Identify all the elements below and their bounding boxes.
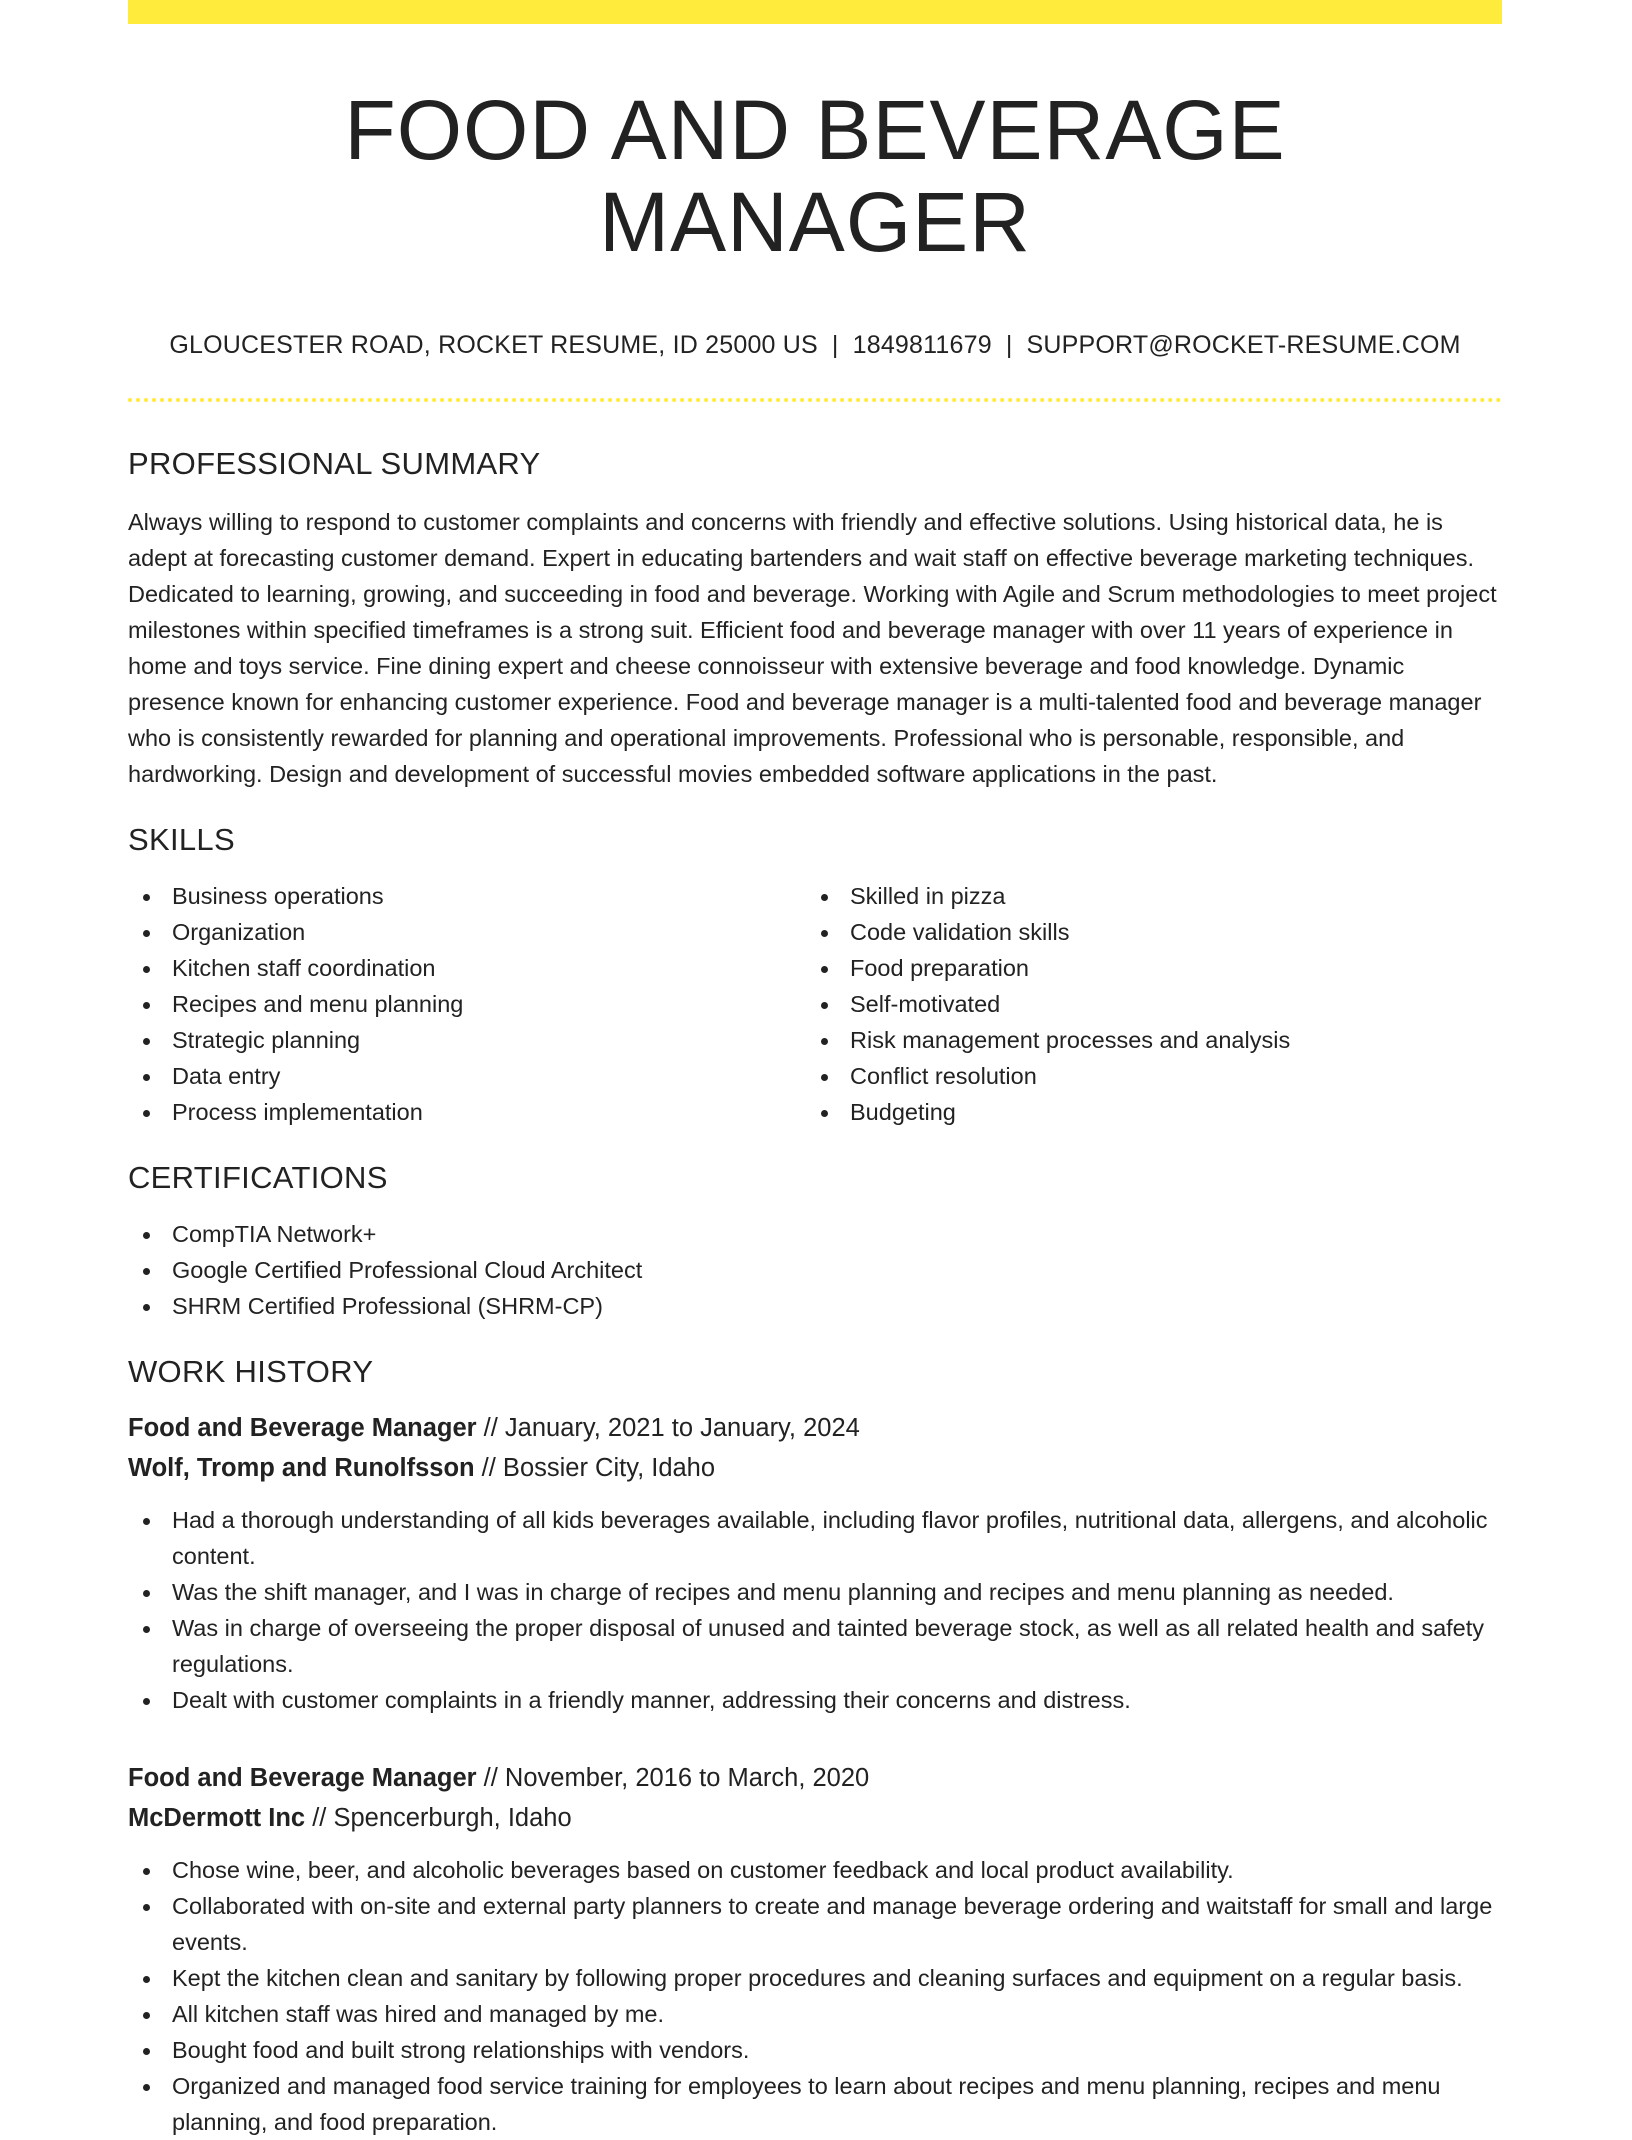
certification-item: Google Certified Professional Cloud Architect <box>128 1252 1502 1288</box>
job-entry <box>128 1408 1502 1718</box>
separator: | <box>831 330 839 359</box>
contact-line <box>128 331 1502 360</box>
email-text: SUPPORT@ROCKET-RESUME.COM <box>1026 330 1461 359</box>
top-accent-bar <box>128 0 1502 24</box>
certifications-list <box>128 1216 1502 1324</box>
skill-item: Kitchen staff coordination <box>128 950 806 986</box>
skills-columns <box>128 878 1502 1130</box>
skill-item: Organization <box>128 914 806 950</box>
job-bullet: Organized and managed food service training for employees to learn about recipes and menu planning, recipes and menu planning, and food preparation. <box>128 2068 1502 2140</box>
separator: | <box>1005 330 1013 359</box>
job-bullet: Chose wine, beer, and alcoholic beverages based on customer feedback and local product availability. <box>128 1852 1502 1888</box>
skills-left-list <box>128 878 806 1130</box>
job-role: Food and Beverage Manager <box>128 1413 477 1442</box>
job-role-line <box>128 1758 1502 1798</box>
job-company-line <box>128 1798 1502 1838</box>
skill-item: Budgeting <box>806 1094 1484 1130</box>
job-bullet: Was in charge of overseeing the proper disposal of unused and tainted beverage stock, as well as all related health and safety regulations. <box>128 1610 1502 1682</box>
skill-item: Code validation skills <box>806 914 1484 950</box>
summary-text: Always willing to respond to customer complaints and concerns with friendly and effective solutions. Using historical data, he is adept at forecasting customer demand. Expert in educating bartenders and wait staff on effective beverage marketing techniques. Dedicated to learning, growing, and succeeding in food and beverage. Working with Agile and Scrum methodologies to meet project milestones within specified timeframes is a strong suit. Efficient food and beverage manager with over 11 years of experience in home and toys service. Fine dining expert and cheese connoisseur with extensive beverage and food knowledge. Dynamic presence known for enhancing customer experience. Food and beverage manager is a multi-talented food and beverage manager who is consistently rewarded for planning and operational improvements. Professional who is personable, responsible, and hardworking. Design and development of successful movies embedded software applications in the past. <box>128 508 1497 787</box>
page-title: FOOD AND BEVERAGE MANAGER <box>344 83 1286 270</box>
job-bullet: Kept the kitchen clean and sanitary by following proper procedures and cleaning surfaces and equipment on a regular basis. <box>128 1960 1502 1996</box>
summary-heading: PROFESSIONAL SUMMARY <box>128 445 541 481</box>
job-company: Wolf, Tromp and Runolfsson <box>128 1453 475 1482</box>
job-dates: // November, 2016 to March, 2020 <box>476 1763 870 1792</box>
skill-item: Food preparation <box>806 950 1484 986</box>
job-bullets <box>128 1852 1502 2140</box>
work-history-heading: WORK HISTORY <box>128 1353 374 1389</box>
job-bullet: Had a thorough understanding of all kids beverages available, including flavor profiles, nutritional data, allergens, and alcoholic content. <box>128 1502 1502 1574</box>
job-bullet: Was the shift manager, and I was in charge of recipes and menu planning and recipes and menu planning as needed. <box>128 1574 1502 1610</box>
certification-item: SHRM Certified Professional (SHRM-CP) <box>128 1288 1502 1324</box>
job-bullet: All kitchen staff was hired and managed by me. <box>128 1996 1502 2032</box>
skills-right-list <box>806 878 1484 1130</box>
job-role: Food and Beverage Manager <box>128 1763 477 1792</box>
job-company-line <box>128 1448 1502 1488</box>
skill-item: Process implementation <box>128 1094 806 1130</box>
job-bullet: Dealt with customer complaints in a friendly manner, addressing their concerns and distress. <box>128 1682 1502 1718</box>
phone-text: 1849811679 <box>852 330 992 359</box>
job-location: // Bossier City, Idaho <box>474 1453 716 1482</box>
skill-item: Strategic planning <box>128 1022 806 1058</box>
address-text: GLOUCESTER ROAD, ROCKET RESUME, ID 25000 US <box>169 330 818 359</box>
skill-item: Recipes and menu planning <box>128 986 806 1022</box>
job-bullets <box>128 1502 1502 1718</box>
certifications-heading: CERTIFICATIONS <box>128 1159 388 1195</box>
skill-item: Data entry <box>128 1058 806 1094</box>
job-dates: // January, 2021 to January, 2024 <box>476 1413 860 1442</box>
job-bullet: Bought food and built strong relationships with vendors. <box>128 2032 1502 2068</box>
job-role-line <box>128 1408 1502 1448</box>
skill-item: Conflict resolution <box>806 1058 1484 1094</box>
skill-item: Business operations <box>128 878 806 914</box>
skill-item: Self-motivated <box>806 986 1484 1022</box>
job-location: // Spencerburgh, Idaho <box>305 1803 572 1832</box>
job-company: McDermott Inc <box>128 1803 306 1832</box>
header-divider <box>128 398 1502 402</box>
certification-item: CompTIA Network+ <box>128 1216 1502 1252</box>
skill-item: Skilled in pizza <box>806 878 1484 914</box>
job-bullet: Collaborated with on-site and external party planners to create and manage beverage ordering and waitstaff for small and large events. <box>128 1888 1502 1960</box>
skill-item: Risk management processes and analysis <box>806 1022 1484 1058</box>
job-entry <box>128 1758 1502 2140</box>
skills-heading: SKILLS <box>128 821 235 857</box>
